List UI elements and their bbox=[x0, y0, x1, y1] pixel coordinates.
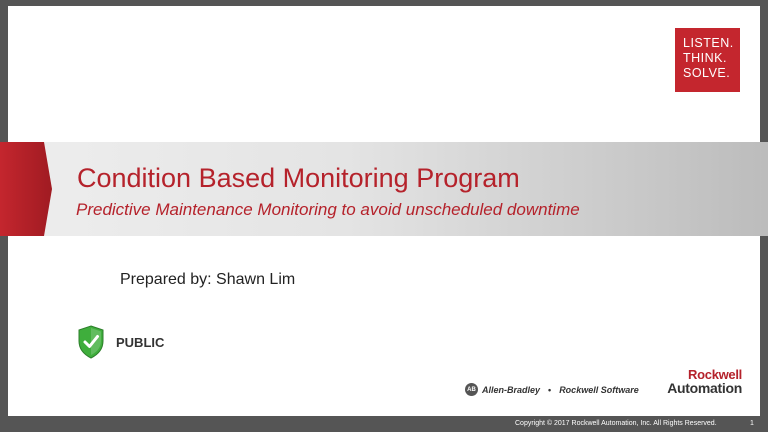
logo-line: LISTEN. bbox=[683, 36, 734, 50]
logo-line: THINK. bbox=[683, 51, 727, 65]
rockwell-logo-line2: Automation bbox=[667, 380, 742, 396]
shield-check-icon bbox=[77, 325, 105, 359]
rockwell-automation-logo bbox=[634, 368, 742, 395]
red-accent-tab bbox=[0, 142, 52, 236]
slide-subtitle: Predictive Maintenance Monitoring to avoid unscheduled downtime bbox=[76, 200, 580, 219]
rockwell-logo-line1: Rockwell bbox=[688, 367, 742, 382]
copyright-text: Copyright © 2017 Rockwell Automation, Inc. All Rights Reserved. bbox=[515, 420, 717, 427]
prepared-by-text: Prepared by: Shawn Lim bbox=[120, 271, 296, 288]
allen-bradley-brand: Allen-Bradley bbox=[482, 384, 541, 395]
brand-separator: • bbox=[548, 384, 552, 395]
classification-label: PUBLIC bbox=[116, 335, 165, 350]
logo-line: SOLVE. bbox=[683, 66, 731, 80]
rockwell-software-brand: Rockwell Software bbox=[559, 384, 639, 395]
page-number: 1 bbox=[750, 420, 754, 427]
listen-think-solve-logo bbox=[675, 28, 740, 92]
slide-title: Condition Based Monitoring Program bbox=[77, 163, 520, 193]
allen-bradley-badge-icon: AB bbox=[465, 383, 478, 396]
brand-line bbox=[465, 383, 639, 396]
